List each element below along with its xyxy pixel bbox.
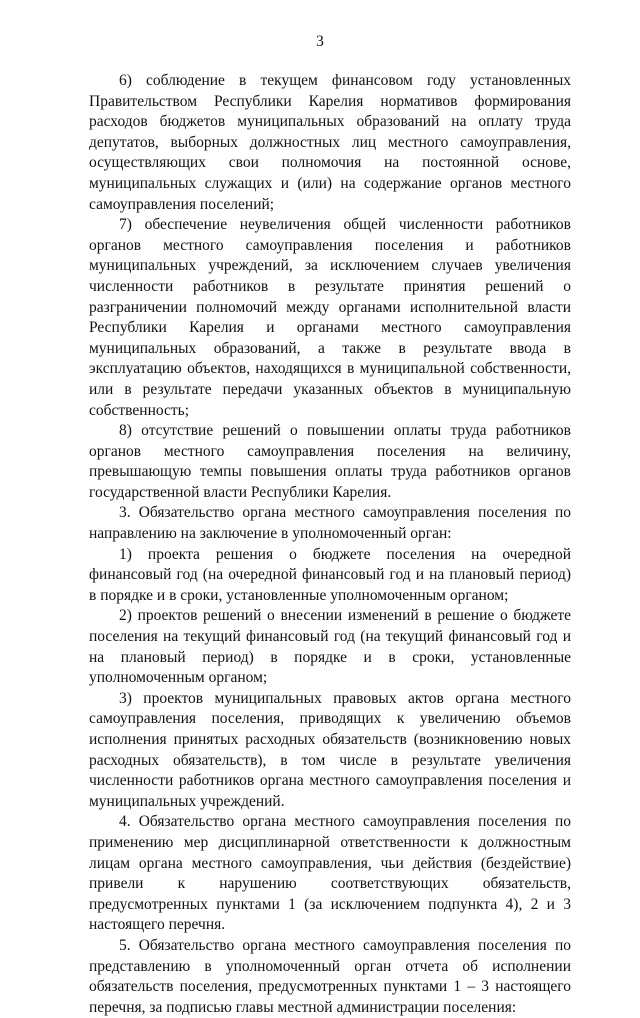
paragraph-section-3: 3. Обязательство органа местного самоуправления поселения по направлению на заключение в уполномоченный орган: [89, 504, 571, 543]
paragraph-item-3-1: 1) проекта решения о бюджете поселения на очередной финансовый год (на очередной финансовый год и на плановый период) в порядке и в сроки, установленные уполномоченным органом; [89, 545, 571, 604]
page-number: 3 [316, 33, 324, 50]
paragraph-item-3-2: 2) проектов решений о внесении изменений в решение о бюджете поселения на текущий финансовый год (на текущий финансовый год и на плановый период) в порядке и в сроки, установленные уполномоченным органом; [89, 607, 571, 687]
paragraph-item-8: 8) отсутствие решений о повышении оплаты труда работников органов местного самоуправления поселения на величину, превышающую темпы повышения оплаты труда работников органов государственной власти Республики Карелия. [89, 422, 571, 501]
paragraph-item-7: 7) обеспечение неувеличения общей численности работников органов местного самоуправления поселения и работников муниципальных учреждений, за исключением случаев увеличения численности работников в результате принятия решений о разграничении полномочий между органами исполнительной власти Республики Карелия и органами местного самоуправления муниципальных образований, а также в результате ввода в эксплуатацию объектов, находящихся в муниципальной собственности, или в результате передачи указанных объектов в муниципальную собственность; [89, 216, 571, 419]
paragraph-section-4: 4. Обязательство органа местного самоуправления поселения по применению мер дисциплинарной ответственности к должностным лицам органа местного самоуправления, чьи действия (бездействие) привели к нарушению соответствующих обязательств, предусмотренных пунктами 1 (за исключением подпункта 4), 2 и 3 настоящего перечня. [89, 813, 571, 934]
paragraph-item-3-3: 3) проектов муниципальных правовых актов органа местного самоуправления поселения, приводящих к увеличению объемов исполнения принятых расходных обязательств (возникновению новых расходных обязательств), в том числе в результате увеличения численности работников органа местного самоуправления поселения и муниципальных учреждений. [89, 689, 571, 810]
document-body [89, 71, 571, 1018]
paragraph-section-5: 5. Обязательство органа местного самоуправления поселения по представлению в уполномоченный орган отчета об исполнении обязательств поселения, предусмотренных пунктами 1 – 3 настоящего перечня, за подписью главы местной администрации поселения: [89, 936, 571, 1016]
paragraph-item-6: 6) соблюдение в текущем финансовом году установленных Правительством Республики Карелия нормативов формирования расходов бюджетов муниципальных образований на оплату труда депутатов, выборных должностных лиц местного самоуправления, осуществляющих свои полномочия на постоянной основе, муниципальных служащих и (или) на содержание органов местного самоуправления поселений; [89, 72, 571, 213]
